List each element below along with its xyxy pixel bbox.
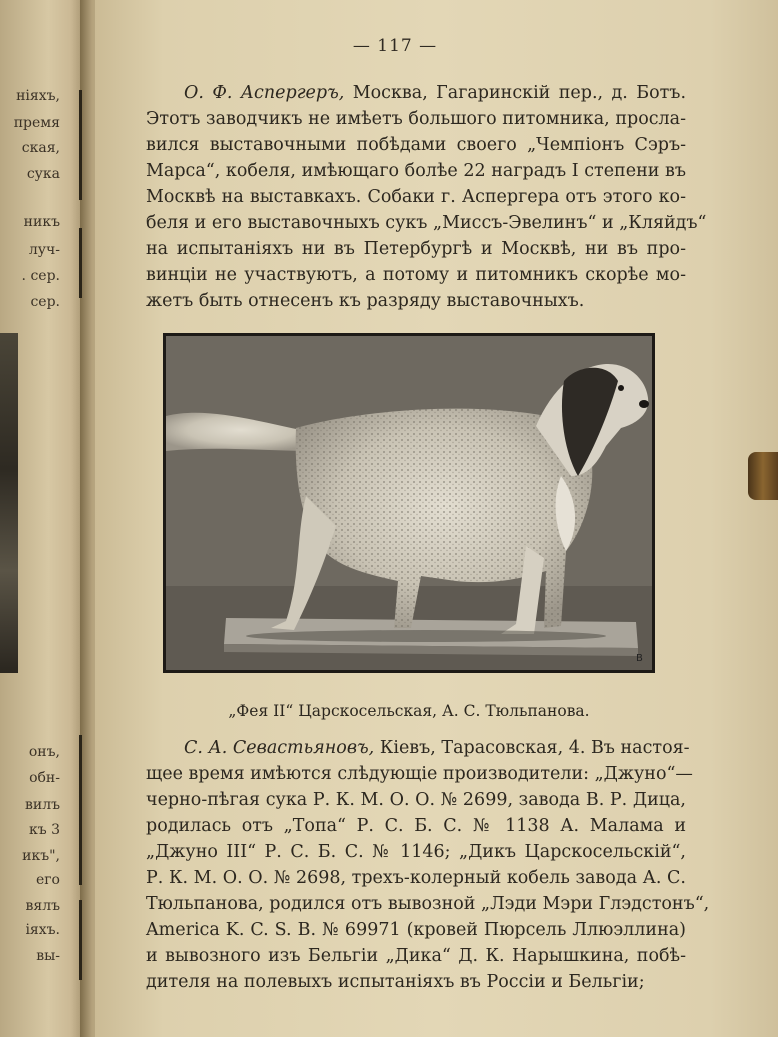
line-text: „Джуно III“ Р. С. Б. С. № 1146; „Дикъ Царскосельскій“,: [146, 842, 686, 862]
line-text: родилась отъ „Топа“ Р. С. Б. С. № 1138 А. Малама и: [146, 816, 686, 836]
left-page-fragment: сука: [26, 166, 60, 182]
line-text: America K. C. S. B. № 69971 (кровей Пюрсель Ллюэллина): [146, 920, 686, 940]
photo-caption: „Фея II“ Царскосельская, А. С. Тюльпанова.: [228, 702, 590, 720]
line-text: Марса“, кобеля, имѣющаго болѣе 22 наградъ I степени въ: [146, 161, 686, 181]
left-page-fragment: никъ: [23, 214, 60, 230]
dog-illustration: [166, 336, 652, 670]
line-text: дителя на полевыхъ испытаніяхъ въ Россіи и Бельгіи;: [146, 972, 645, 992]
text-line: [146, 288, 686, 314]
text-line: [146, 761, 693, 787]
text-line: [146, 132, 686, 158]
text-line: [146, 210, 707, 236]
text-line: [146, 917, 686, 943]
english-setter-dog-photo: [166, 336, 652, 670]
author-name: С. А. Севастьяновъ,: [184, 738, 375, 758]
left-page: [0, 0, 88, 1037]
text-line: [146, 813, 686, 839]
text-line: [146, 839, 686, 865]
line-text: на испытаніяхъ ни въ Петербургѣ и Москвѣ, ни въ про-: [146, 239, 686, 259]
left-page-fragment: икъ",: [22, 848, 60, 864]
svg-text:B: B: [636, 653, 643, 664]
line-text: Тюльпанова, родился отъ вывозной „Лэди Мэри Глэдстонъ“,: [146, 894, 710, 914]
text-line: [146, 891, 710, 917]
left-page-fragment: іяхъ.: [25, 922, 60, 938]
left-page-fragment: онъ,: [28, 744, 60, 760]
text-line: [146, 236, 686, 262]
line-text: жетъ быть отнесенъ къ разряду выставочныхъ.: [146, 291, 585, 311]
line-text: Этотъ заводчикъ не имѣетъ большого питомника, просла-: [146, 109, 686, 129]
left-page-fragment: премя: [13, 115, 60, 131]
text-line: [146, 184, 686, 210]
left-page-fragment: ская,: [21, 140, 60, 156]
left-page-fragment: его: [35, 872, 60, 888]
binding-mark: [79, 90, 82, 200]
binding-mark: [79, 900, 82, 980]
line-text: Москвѣ на выставкахъ. Собаки г. Аспергера отъ этого ко-: [146, 187, 686, 207]
left-page-fragment: . сер.: [21, 268, 60, 284]
line-text: беля и его выставочныхъ сукъ „Миссъ-Эвелинъ“ и „Кляйдъ“: [146, 213, 707, 233]
binding-mark: [79, 735, 82, 885]
left-page-fragment: вилъ: [24, 797, 60, 813]
line-text: и вывозного изъ Бельгіи „Дика“ Д. К. Нарышкина, побѣ-: [146, 946, 686, 966]
text-line: [146, 943, 686, 969]
binding-mark: [79, 228, 82, 298]
left-page-fragment: сер.: [30, 294, 60, 310]
paragraph-sevastyanov: [146, 735, 710, 995]
dog-photo: [163, 333, 655, 673]
left-page-fragment: къ 3: [28, 822, 60, 838]
left-page-fragment: ніяхъ,: [16, 88, 60, 104]
text-line: [146, 865, 686, 891]
line-text: Москва, Гагаринскій пер., д. Ботъ.: [344, 83, 687, 103]
text-line: [146, 106, 686, 132]
page-clip: [748, 452, 778, 500]
text-line: [146, 158, 686, 184]
left-page-fragment: обн-: [29, 770, 60, 786]
text-line: [146, 262, 686, 288]
text-line: [146, 80, 686, 106]
line-text: винціи не участвуютъ, а потому и питомникъ скорѣе мо-: [146, 265, 686, 285]
page-number: — 117 —: [352, 36, 438, 56]
line-text: щее время имѣются слѣдующіе производители: „Джуно“—: [146, 764, 693, 784]
left-page-fragment: вы-: [36, 948, 60, 964]
line-text: Р. К. М. О. О. № 2698, трехъ-колерный кобель завода А. С.: [146, 868, 686, 888]
line-text: черно-пѣгая сука Р. К. М. О. О. № 2699, завода В. Р. Дица,: [146, 790, 686, 810]
left-page-photo-edge: [0, 333, 18, 673]
author-name: О. Ф. Аспергеръ,: [184, 83, 345, 103]
paragraph-asperger: [146, 80, 707, 314]
line-text: вился выставочными побѣдами своего „Чемпіонъ Сэръ-: [146, 135, 686, 155]
text-line: [146, 787, 686, 813]
left-page-fragment: луч-: [28, 242, 60, 258]
line-text: Кіевъ, Тарасовская, 4. Въ настоя-: [374, 738, 690, 758]
text-line: [146, 735, 690, 761]
left-page-fragment: вялъ: [25, 898, 60, 914]
text-line: [146, 969, 686, 995]
